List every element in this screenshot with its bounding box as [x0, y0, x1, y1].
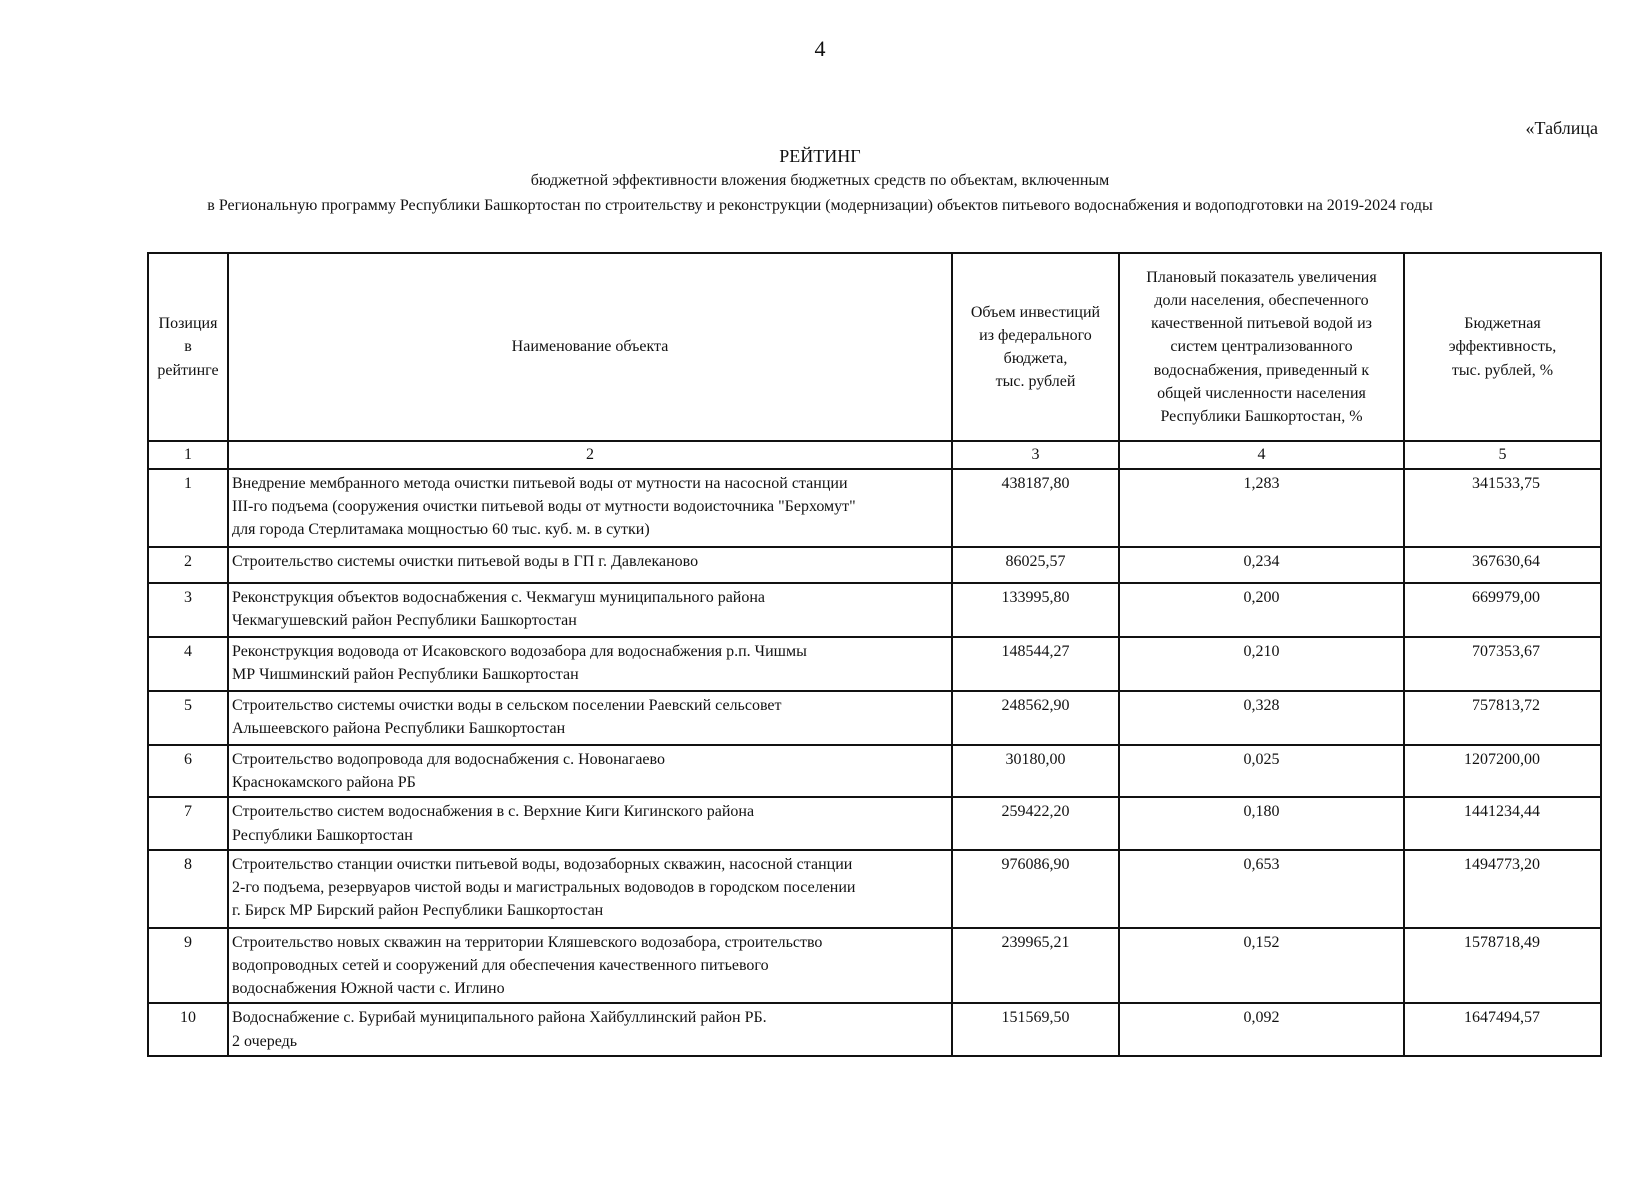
object-name-line: Реконструкция водовода от Исаковского водозабора для водоснабжения р.п. Чишмы: [232, 643, 807, 660]
table-row: [148, 691, 1601, 745]
header-position-line: рейтинге: [157, 361, 219, 379]
cell-population-share: 0,210: [1119, 637, 1404, 691]
object-name-line: Реконструкция объектов водоснабжения с. Чекмагуш муниципального района: [232, 589, 766, 606]
object-name-line: Краснокамского района РБ: [232, 774, 416, 792]
object-name-line: Республики Башкортостан: [232, 826, 413, 844]
cell-investment: 133995,80: [952, 583, 1119, 637]
cell-position: 2: [148, 547, 228, 583]
table-reference: «Таблица: [1525, 118, 1598, 138]
document-subtitle-line-1: бюджетной эффективности вложения бюджетных средств по объектам, включенным: [530, 172, 1110, 189]
cell-budget-efficiency: 707353,67: [1404, 637, 1601, 691]
object-name-line: для города Стерлитамака мощностью 60 тыс. куб. м. в сутки): [232, 521, 650, 539]
cell-position: 5: [148, 691, 228, 745]
rating-table: [147, 252, 1602, 1057]
cell-object-name: [228, 691, 952, 745]
header-investment-line: тыс. рублей: [995, 373, 1076, 391]
column-number: 3: [952, 441, 1119, 469]
header-share-line: Плановый показатель увеличения: [1146, 268, 1377, 286]
cell-investment: 30180,00: [952, 745, 1119, 797]
object-name-line: МР Чишминский район Республики Башкортостан: [232, 666, 579, 684]
cell-population-share: 1,283: [1119, 469, 1404, 547]
cell-budget-efficiency: 1441234,44: [1404, 797, 1601, 849]
document-title: РЕЙТИНГ: [779, 146, 861, 166]
cell-object-name: [228, 547, 952, 583]
column-number: 1: [148, 441, 228, 469]
column-number: 4: [1119, 441, 1404, 469]
cell-position: 4: [148, 637, 228, 691]
object-name-line: III-го подъема (сооружения очистки питьевой воды от мутности водоисточника "Берхомут": [232, 498, 856, 516]
object-name-line: Строительство систем водоснабжения в с. Верхние Киги Кигинского района: [232, 803, 755, 821]
header-row: [148, 253, 1601, 441]
header-investment: [952, 253, 1119, 441]
header-position-line: в: [184, 338, 192, 356]
cell-position: 1: [148, 469, 228, 547]
table-row: [148, 547, 1601, 583]
header-position-line: Позиция: [158, 315, 218, 333]
cell-population-share: 0,092: [1119, 1003, 1404, 1055]
cell-budget-efficiency: 757813,72: [1404, 691, 1601, 745]
cell-investment: 239965,21: [952, 928, 1119, 1004]
table-row: [148, 1003, 1601, 1055]
column-number: 5: [1404, 441, 1601, 469]
cell-investment: 438187,80: [952, 469, 1119, 547]
object-name-line: Строительство системы очистки воды в сельском поселении Раевский сельсовет: [232, 697, 782, 714]
table-row: [148, 797, 1601, 849]
cell-position: 7: [148, 797, 228, 849]
table-row: [148, 850, 1601, 928]
object-name-line: Строительство новых скважин на территории Кляшевского водозабора, строительство: [232, 933, 823, 951]
cell-investment: 976086,90: [952, 850, 1119, 928]
header-object-name-text: Наименование объекта: [511, 338, 669, 356]
cell-budget-efficiency: 1578718,49: [1404, 928, 1601, 1004]
object-name-line: Строительство водопровода для водоснабжения с. Новонагаево: [232, 751, 665, 768]
cell-object-name: [228, 797, 952, 849]
header-efficiency-line: эффективность,: [1448, 338, 1557, 356]
object-name-line: Альшеевского района Республики Башкортостан: [232, 720, 566, 738]
cell-position: 10: [148, 1003, 228, 1055]
header-investment-line: бюджета,: [1003, 350, 1068, 367]
cell-population-share: 0,200: [1119, 583, 1404, 637]
cell-budget-efficiency: 1494773,20: [1404, 850, 1601, 928]
object-name-line: Водоснабжение с. Бурибай муниципального района Хайбуллинский район РБ.: [232, 1009, 767, 1027]
cell-investment: 86025,57: [952, 547, 1119, 583]
cell-object-name: [228, 928, 952, 1004]
header-efficiency-line: Бюджетная: [1464, 315, 1541, 333]
cell-object-name: [228, 850, 952, 928]
cell-budget-efficiency: 669979,00: [1404, 583, 1601, 637]
table-row: [148, 745, 1601, 797]
header-position: [148, 253, 228, 441]
header-investment-line: Объем инвестиций: [970, 303, 1101, 321]
cell-investment: 248562,90: [952, 691, 1119, 745]
cell-investment: 148544,27: [952, 637, 1119, 691]
header-share-line: общей численности населения: [1157, 384, 1366, 402]
cell-position: 6: [148, 745, 228, 797]
table-row: [148, 637, 1601, 691]
cell-position: 3: [148, 583, 228, 637]
cell-population-share: 0,653: [1119, 850, 1404, 928]
header-share-line: доли населения, обеспеченного: [1154, 292, 1369, 310]
header-share-line: Республики Башкортостан, %: [1160, 407, 1363, 425]
cell-budget-efficiency: 367630,64: [1404, 547, 1601, 583]
object-name-line: Строительство станции очистки питьевой воды, водозаборных скважин, насосной станции: [232, 855, 853, 873]
column-number: 2: [228, 441, 952, 469]
document-subtitle-line-2: в Региональную программу Республики Башкортостан по строительству и реконструкции (модернизации) объектов питьевого водоснабжения и водоподготовки на 2019-2024 годы: [207, 197, 1433, 214]
object-name-line: г. Бирск МР Бирский район Республики Башкортостан: [232, 902, 604, 920]
object-name-line: Внедрение мембранного метода очистки питьевой воды от мутности на насосной станции: [232, 475, 848, 492]
page-number: 4: [814, 36, 826, 61]
cell-population-share: 0,234: [1119, 547, 1404, 583]
cell-budget-efficiency: 1207200,00: [1404, 745, 1601, 797]
object-name-line: Строительство системы очистки питьевой воды в ГП г. Давлеканово: [232, 553, 699, 570]
object-name-line: Чекмагушевский район Республики Башкортостан: [232, 612, 577, 630]
header-object-name: [228, 253, 952, 441]
table-row: [148, 583, 1601, 637]
cell-object-name: [228, 469, 952, 547]
table-row: [148, 469, 1601, 547]
table-row: [148, 928, 1601, 1004]
cell-population-share: 0,180: [1119, 797, 1404, 849]
cell-population-share: 0,025: [1119, 745, 1404, 797]
cell-object-name: [228, 637, 952, 691]
cell-position: 9: [148, 928, 228, 1004]
cell-population-share: 0,328: [1119, 691, 1404, 745]
cell-population-share: 0,152: [1119, 928, 1404, 1004]
cell-investment: 151569,50: [952, 1003, 1119, 1055]
object-name-line: водоснабжения Южной части с. Иглино: [232, 980, 505, 998]
object-name-line: 2 очередь: [232, 1032, 298, 1050]
header-share-line: водоснабжения, приведенный к: [1153, 361, 1370, 379]
cell-object-name: [228, 745, 952, 797]
header-investment-line: из федерального: [979, 326, 1092, 344]
header-efficiency-line: тыс. рублей, %: [1451, 361, 1554, 379]
column-number-row: [148, 441, 1601, 469]
header-share-line: систем централизованного: [1170, 338, 1353, 356]
cell-object-name: [228, 1003, 952, 1055]
cell-budget-efficiency: 1647494,57: [1404, 1003, 1601, 1055]
cell-object-name: [228, 583, 952, 637]
header-budget-efficiency: [1404, 253, 1601, 441]
object-name-line: водопроводных сетей и сооружений для обеспечения качественного питьевого: [232, 956, 769, 974]
header-share-line: качественной питьевой водой из: [1151, 315, 1372, 333]
cell-investment: 259422,20: [952, 797, 1119, 849]
object-name-line: 2-го подъема, резервуаров чистой воды и магистральных водоводов в городском поселении: [232, 878, 856, 896]
cell-budget-efficiency: 341533,75: [1404, 469, 1601, 547]
header-population-share: [1119, 253, 1404, 441]
cell-position: 8: [148, 850, 228, 928]
